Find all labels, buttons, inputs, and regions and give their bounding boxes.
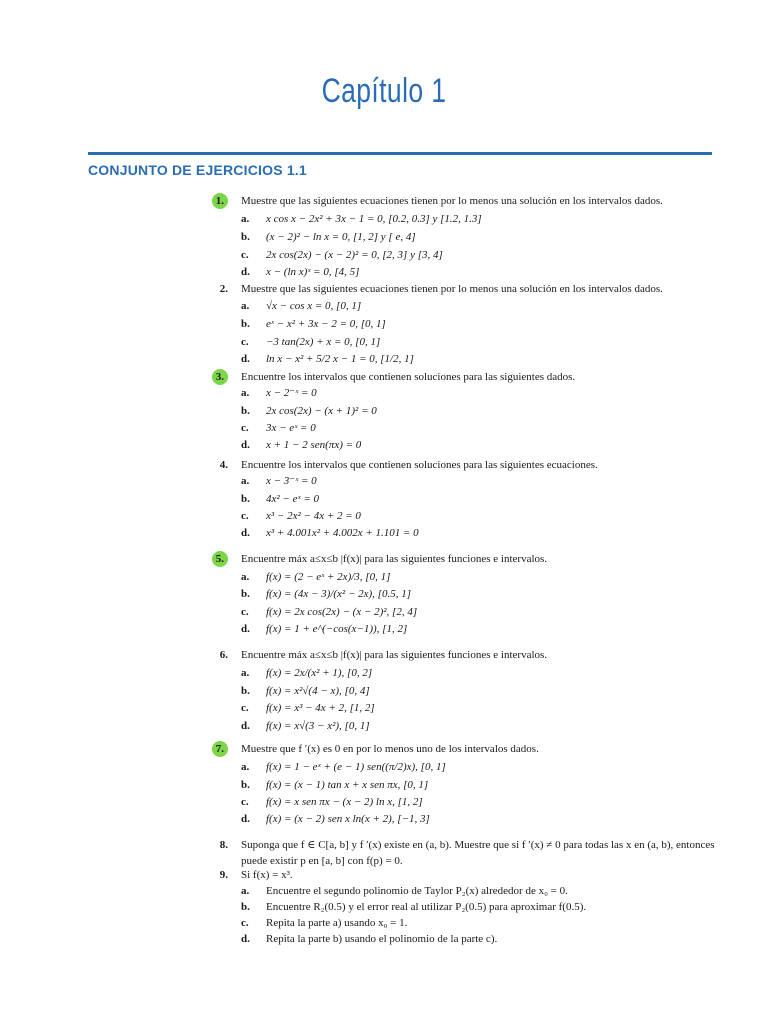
list-item bbox=[0, 490, 768, 508]
exercise-statement: Muestre que las siguientes ecuaciones tienen por lo menos una solución en los intervalos dados. bbox=[241, 195, 663, 207]
item-label: d. bbox=[241, 933, 250, 945]
item-equation: √x − cos x = 0, [0, 1] bbox=[266, 300, 362, 312]
item-equation: f(x) = (2 − eˣ + 2x)/3, [0, 1] bbox=[266, 571, 391, 583]
item-equation: 2x cos(2x) − (x − 2)² = 0, [2, 3] y [3, 4] bbox=[266, 249, 443, 261]
exercise-statement: Muestre que las siguientes ecuaciones tienen por lo menos una solución en los intervalos dados. bbox=[241, 283, 663, 295]
item-text: Repita la parte a) usando x₀ = 1. bbox=[266, 917, 408, 929]
list-item bbox=[0, 810, 768, 828]
item-label: a. bbox=[241, 475, 250, 487]
section-title: CONJUNTO DE EJERCICIOS 1.1 bbox=[88, 162, 307, 178]
list-item bbox=[0, 350, 768, 368]
item-label: b. bbox=[241, 405, 250, 417]
chapter-title: Capítulo 1 bbox=[321, 72, 447, 110]
item-label: c. bbox=[241, 606, 249, 618]
item-label: a. bbox=[241, 571, 250, 583]
exercise-number: 5. bbox=[200, 550, 228, 568]
item-equation: ln x − x² + 5/2 x − 1 = 0, [1/2, 1] bbox=[266, 353, 414, 365]
list-item bbox=[0, 793, 768, 811]
item-label: c. bbox=[241, 249, 249, 261]
list-item bbox=[0, 436, 768, 454]
exercise-number: 3. bbox=[200, 368, 228, 386]
list-item bbox=[0, 776, 768, 794]
item-equation: f(x) = (x − 1) tan x + x sen πx, [0, 1] bbox=[266, 779, 429, 791]
list-item bbox=[0, 758, 768, 776]
list-item bbox=[0, 384, 768, 402]
item-label: b. bbox=[241, 685, 250, 697]
list-item bbox=[0, 263, 768, 281]
item-label: a. bbox=[241, 300, 250, 312]
list-item bbox=[0, 603, 768, 621]
exercise-statement: Suponga que f ∈ C[a, b] y f ′(x) existe en (a, b). Muestre que si f ′(x) ≠ 0 para todas las x en (a, b), entonces puede existir p en [a, b] con f(p) = 0. bbox=[241, 839, 715, 867]
item-equation: x³ + 4.001x² + 4.002x + 1.101 = 0 bbox=[266, 527, 419, 539]
item-text: Encuentre el segundo polinomio de Taylor P₂(x) alrededor de x₀ = 0. bbox=[266, 885, 568, 897]
list-item bbox=[0, 717, 768, 735]
exercise-number: 2. bbox=[219, 283, 228, 295]
list-item bbox=[0, 620, 768, 638]
item-label: d. bbox=[241, 439, 250, 451]
list-item bbox=[0, 524, 768, 542]
item-equation: x + 1 − 2 sen(πx) = 0 bbox=[266, 439, 362, 451]
list-item bbox=[0, 246, 768, 264]
list-item bbox=[0, 585, 768, 603]
exercise-statement: Encuentre los intervalos que contienen soluciones para las siguientes ecuaciones. bbox=[241, 459, 598, 471]
list-item bbox=[0, 419, 768, 437]
list-item bbox=[0, 664, 768, 682]
item-label: c. bbox=[241, 796, 249, 808]
item-label: a. bbox=[241, 387, 250, 399]
item-equation: 4x² − eˣ = 0 bbox=[266, 493, 320, 505]
list-item bbox=[0, 333, 768, 351]
list-item bbox=[0, 402, 768, 420]
exercise-statement: Encuentre máx a≤x≤b |f(x)| para las siguientes funciones e intervalos. bbox=[241, 649, 548, 661]
section-divider bbox=[88, 152, 712, 155]
item-label: c. bbox=[241, 422, 249, 434]
list-item bbox=[0, 210, 768, 228]
item-label: b. bbox=[241, 588, 250, 600]
list-item bbox=[0, 297, 768, 315]
item-equation: x − 3⁻ˣ = 0 bbox=[266, 475, 317, 487]
item-label: c. bbox=[241, 702, 249, 714]
item-equation: eˣ − x² + 3x − 2 = 0, [0, 1] bbox=[266, 318, 386, 330]
item-equation: f(x) = 2x cos(2x) − (x − 2)², [2, 4] bbox=[266, 606, 418, 618]
item-label: a. bbox=[241, 213, 250, 225]
item-label: c. bbox=[241, 336, 249, 348]
item-label: b. bbox=[241, 231, 250, 243]
list-item bbox=[0, 682, 768, 700]
exercise-number: 4. bbox=[219, 459, 228, 471]
item-equation: f(x) = x sen πx − (x − 2) ln x, [1, 2] bbox=[266, 796, 423, 808]
item-label: d. bbox=[241, 353, 250, 365]
exercise-number: 9. bbox=[219, 869, 228, 881]
item-label: d. bbox=[241, 623, 250, 635]
item-equation: (x − 2)² − ln x = 0, [1, 2] y [ e, 4] bbox=[266, 231, 416, 243]
item-label: b. bbox=[241, 901, 250, 913]
item-equation: x cos x − 2x² + 3x − 1 = 0, [0.2, 0.3] y [1.2, 1.3] bbox=[266, 213, 482, 225]
exercise-statement: Si f(x) = x³. bbox=[241, 869, 293, 881]
exercise-statement: Encuentre máx a≤x≤b |f(x)| para las siguientes funciones e intervalos. bbox=[241, 553, 548, 565]
list-item bbox=[0, 930, 768, 948]
item-equation: f(x) = 1 − eˣ + (e − 1) sen((π/2)x), [0, 1] bbox=[266, 761, 446, 773]
item-equation: f(x) = (x − 2) sen x ln(x + 2), [−1, 3] bbox=[266, 813, 430, 825]
item-equation: x − 2⁻ˣ = 0 bbox=[266, 387, 317, 399]
list-item bbox=[0, 699, 768, 717]
item-equation: x³ − 2x² − 4x + 2 = 0 bbox=[266, 510, 361, 522]
item-label: c. bbox=[241, 510, 249, 522]
item-label: a. bbox=[241, 885, 250, 897]
item-label: a. bbox=[241, 761, 250, 773]
item-text: Repita la parte b) usando el polinomio de la parte c). bbox=[266, 933, 498, 945]
item-equation: f(x) = (4x − 3)/(x² − 2x), [0.5, 1] bbox=[266, 588, 411, 600]
item-label: d. bbox=[241, 813, 250, 825]
exercise-number: 6. bbox=[219, 649, 228, 661]
exercise-number: 8. bbox=[219, 839, 228, 851]
item-label: d. bbox=[241, 527, 250, 539]
item-equation: f(x) = x³ − 4x + 2, [1, 2] bbox=[266, 702, 375, 714]
exercise-number: 7. bbox=[200, 740, 228, 758]
item-label: d. bbox=[241, 720, 250, 732]
item-label: b. bbox=[241, 318, 250, 330]
list-item bbox=[0, 315, 768, 333]
item-equation: 2x cos(2x) − (x + 1)² = 0 bbox=[266, 405, 377, 417]
list-item bbox=[0, 228, 768, 246]
item-text: Encuentre R₂(0.5) y el error real al utilizar P₂(0.5) para aproximar f(0.5). bbox=[266, 901, 587, 913]
item-equation: f(x) = 2x/(x² + 1), [0, 2] bbox=[266, 667, 373, 679]
item-equation: 3x − eˣ = 0 bbox=[266, 422, 316, 434]
item-label: b. bbox=[241, 779, 250, 791]
exercise-number: 1. bbox=[200, 192, 228, 210]
item-equation: f(x) = x²√(4 − x), [0, 4] bbox=[266, 685, 370, 697]
exercise-statement: Encuentre los intervalos que contienen soluciones para las siguientes dados. bbox=[241, 371, 576, 383]
list-item bbox=[0, 472, 768, 490]
item-label: a. bbox=[241, 667, 250, 679]
item-label: c. bbox=[241, 917, 249, 929]
item-equation: f(x) = x√(3 − x²), [0, 1] bbox=[266, 720, 370, 732]
list-item bbox=[0, 568, 768, 586]
item-equation: f(x) = 1 + e^(−cos(x−1)), [1, 2] bbox=[266, 623, 408, 635]
item-label: b. bbox=[241, 493, 250, 505]
item-equation: x − (ln x)ˣ = 0, [4, 5] bbox=[266, 266, 360, 278]
item-label: d. bbox=[241, 266, 250, 278]
exercise-statement: Muestre que f ′(x) es 0 en por lo menos uno de los intervalos dados. bbox=[241, 743, 539, 755]
list-item bbox=[0, 507, 768, 525]
item-equation: −3 tan(2x) + x = 0, [0, 1] bbox=[266, 336, 381, 348]
